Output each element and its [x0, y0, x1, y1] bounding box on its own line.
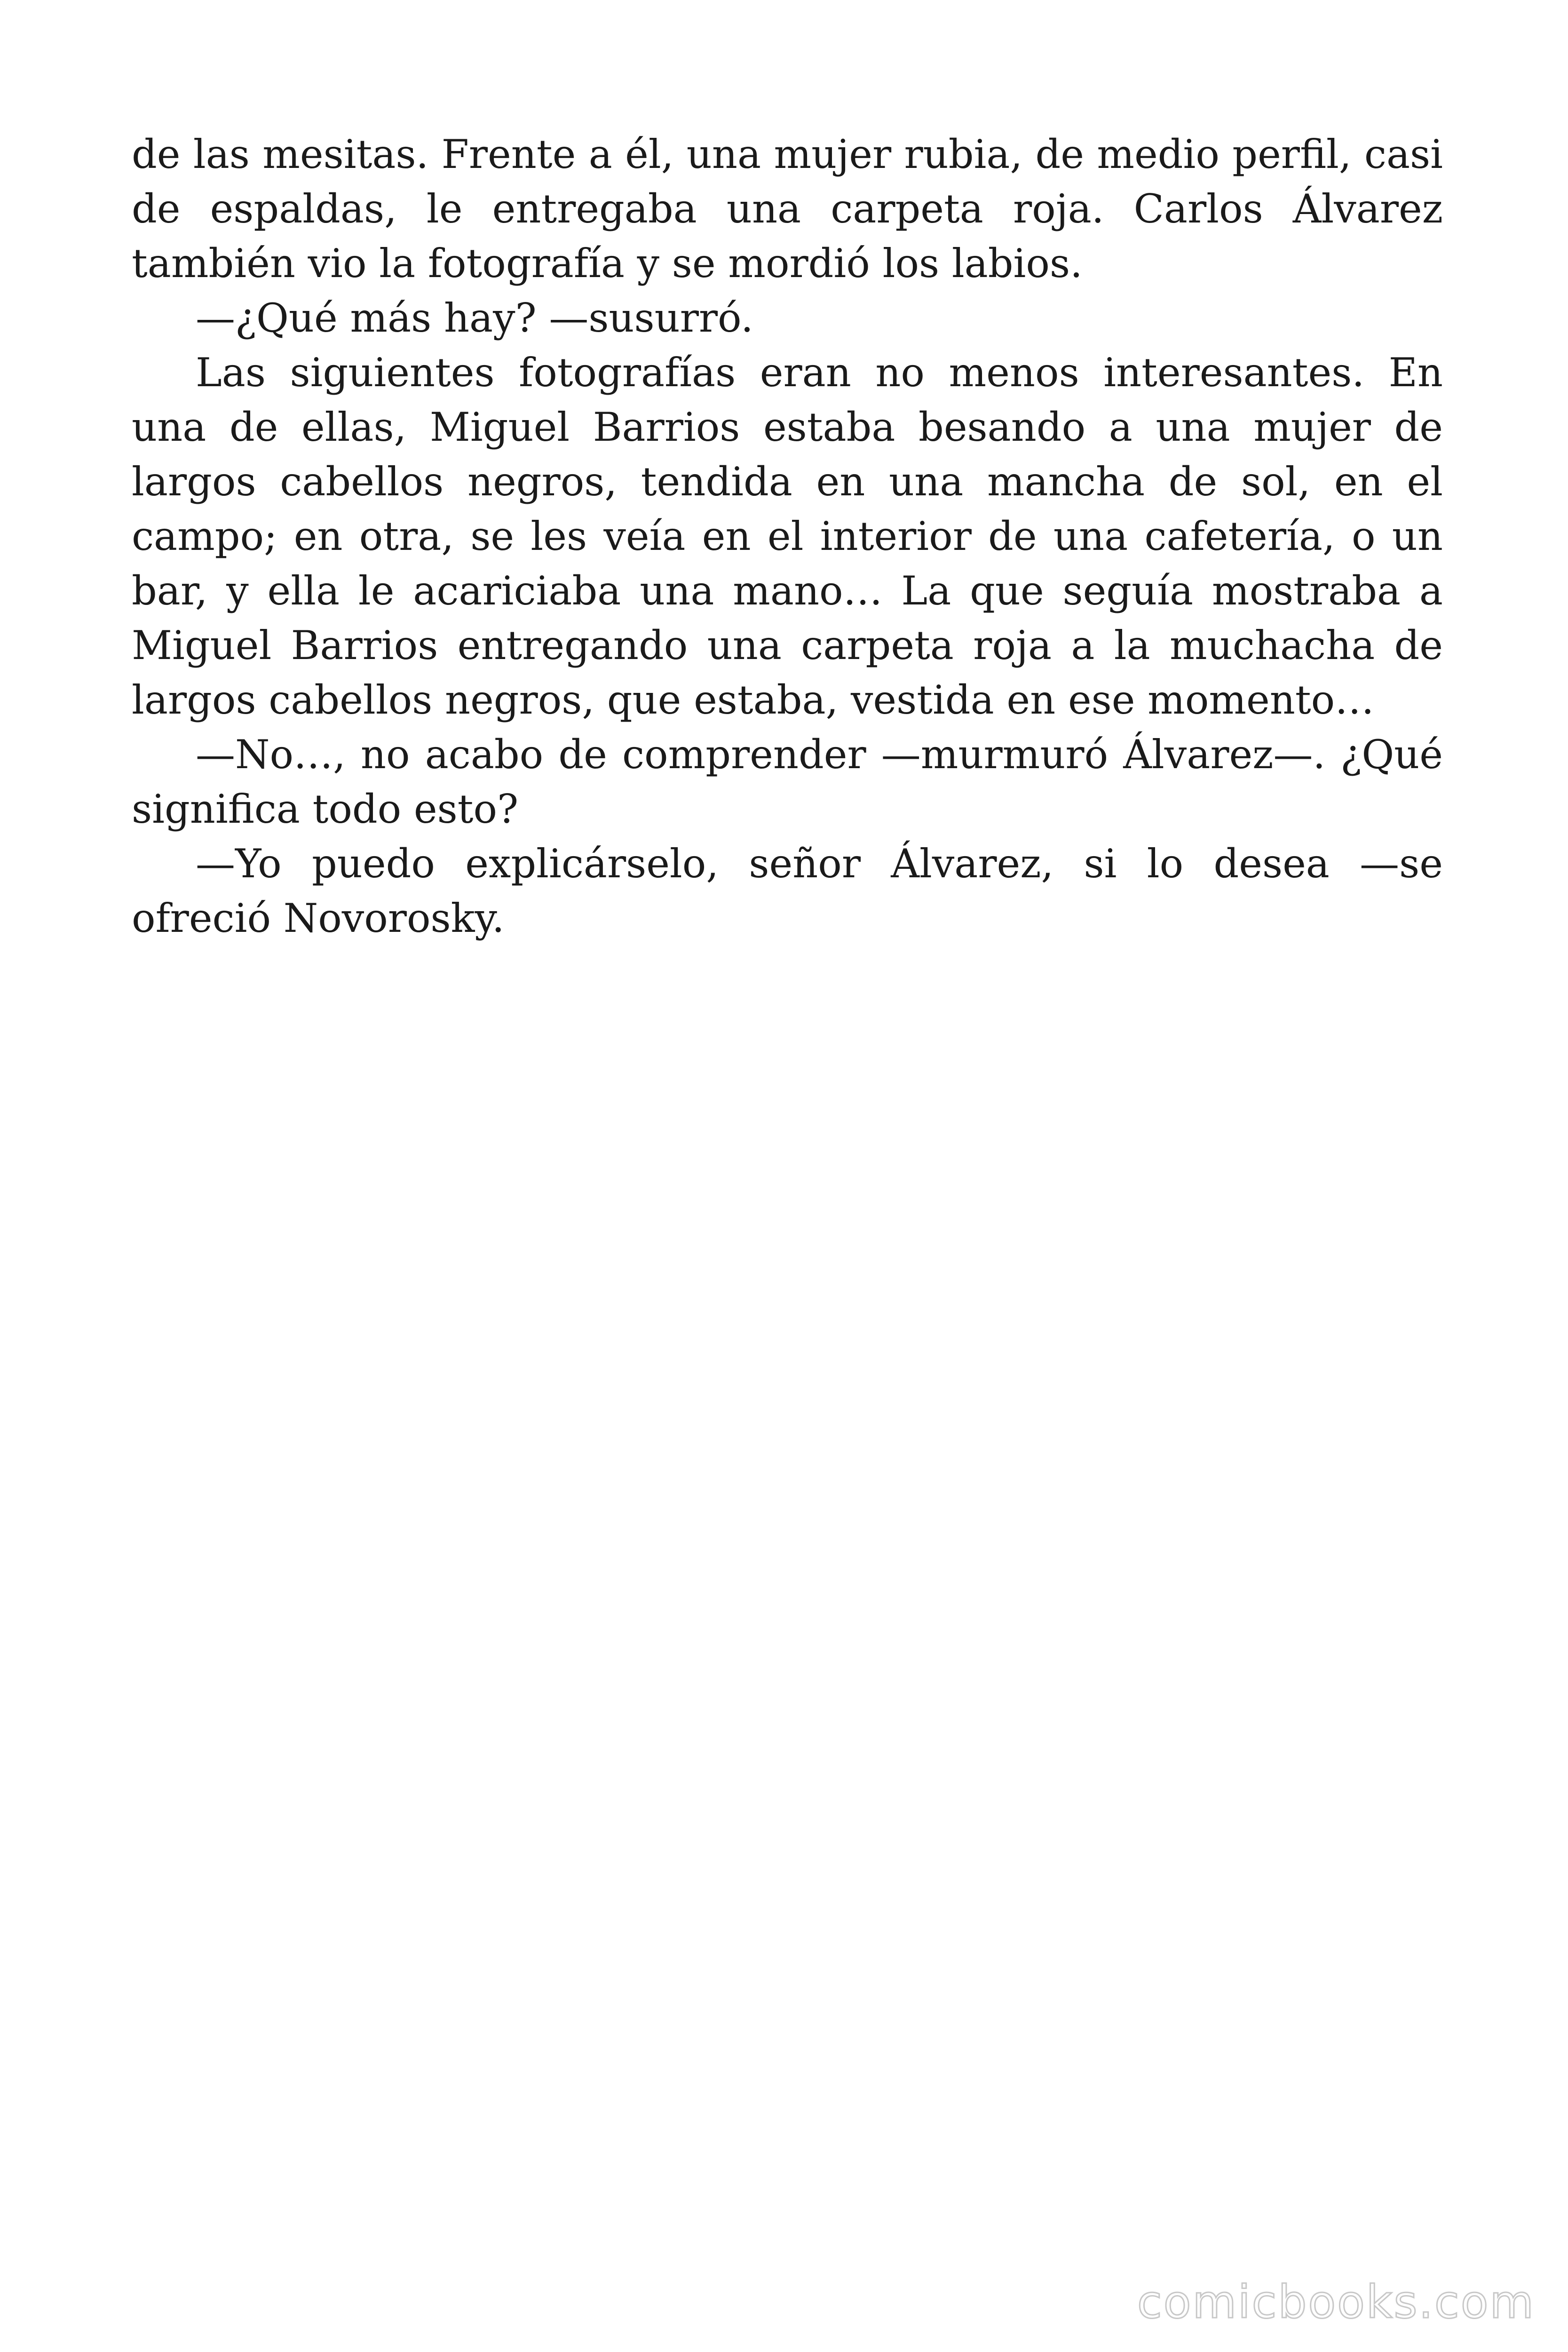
paragraph-1: de las mesitas. Frente a él, una mujer rubia, de medio perfil, casi de espaldas, le entregaba una carpeta roja. Carlos Álvarez también vio la fotografía y se mordió los labios.: [132, 131, 1443, 286]
paragraph-5: —Yo puedo explicárselo, señor Álvarez, si lo desea —se ofreció Novorosky.: [132, 841, 1443, 941]
paragraph-3: Las siguientes fotografías eran no menos interesantes. En una de ellas, Miguel Barrios estaba besando a una mujer de largos cabellos negros, tendida en una mancha de sol, en el campo; en otra, se les veía en el interior de una cafetería, o un bar, y ella le acariciaba una mano… La que seguía mostraba a Miguel Barrios entregando una carpeta roja a la muchacha de largos cabellos negros, que estaba, vestida en ese momento…: [132, 350, 1443, 723]
page-body: [132, 127, 1443, 946]
paragraph-4: —No…, no acabo de comprender —murmuró Álvarez—. ¿Qué significa todo esto?: [132, 731, 1443, 832]
paragraph-2: —¿Qué más hay? —susurró.: [196, 295, 753, 341]
watermark: comicbooks.com: [1137, 2276, 1535, 2328]
